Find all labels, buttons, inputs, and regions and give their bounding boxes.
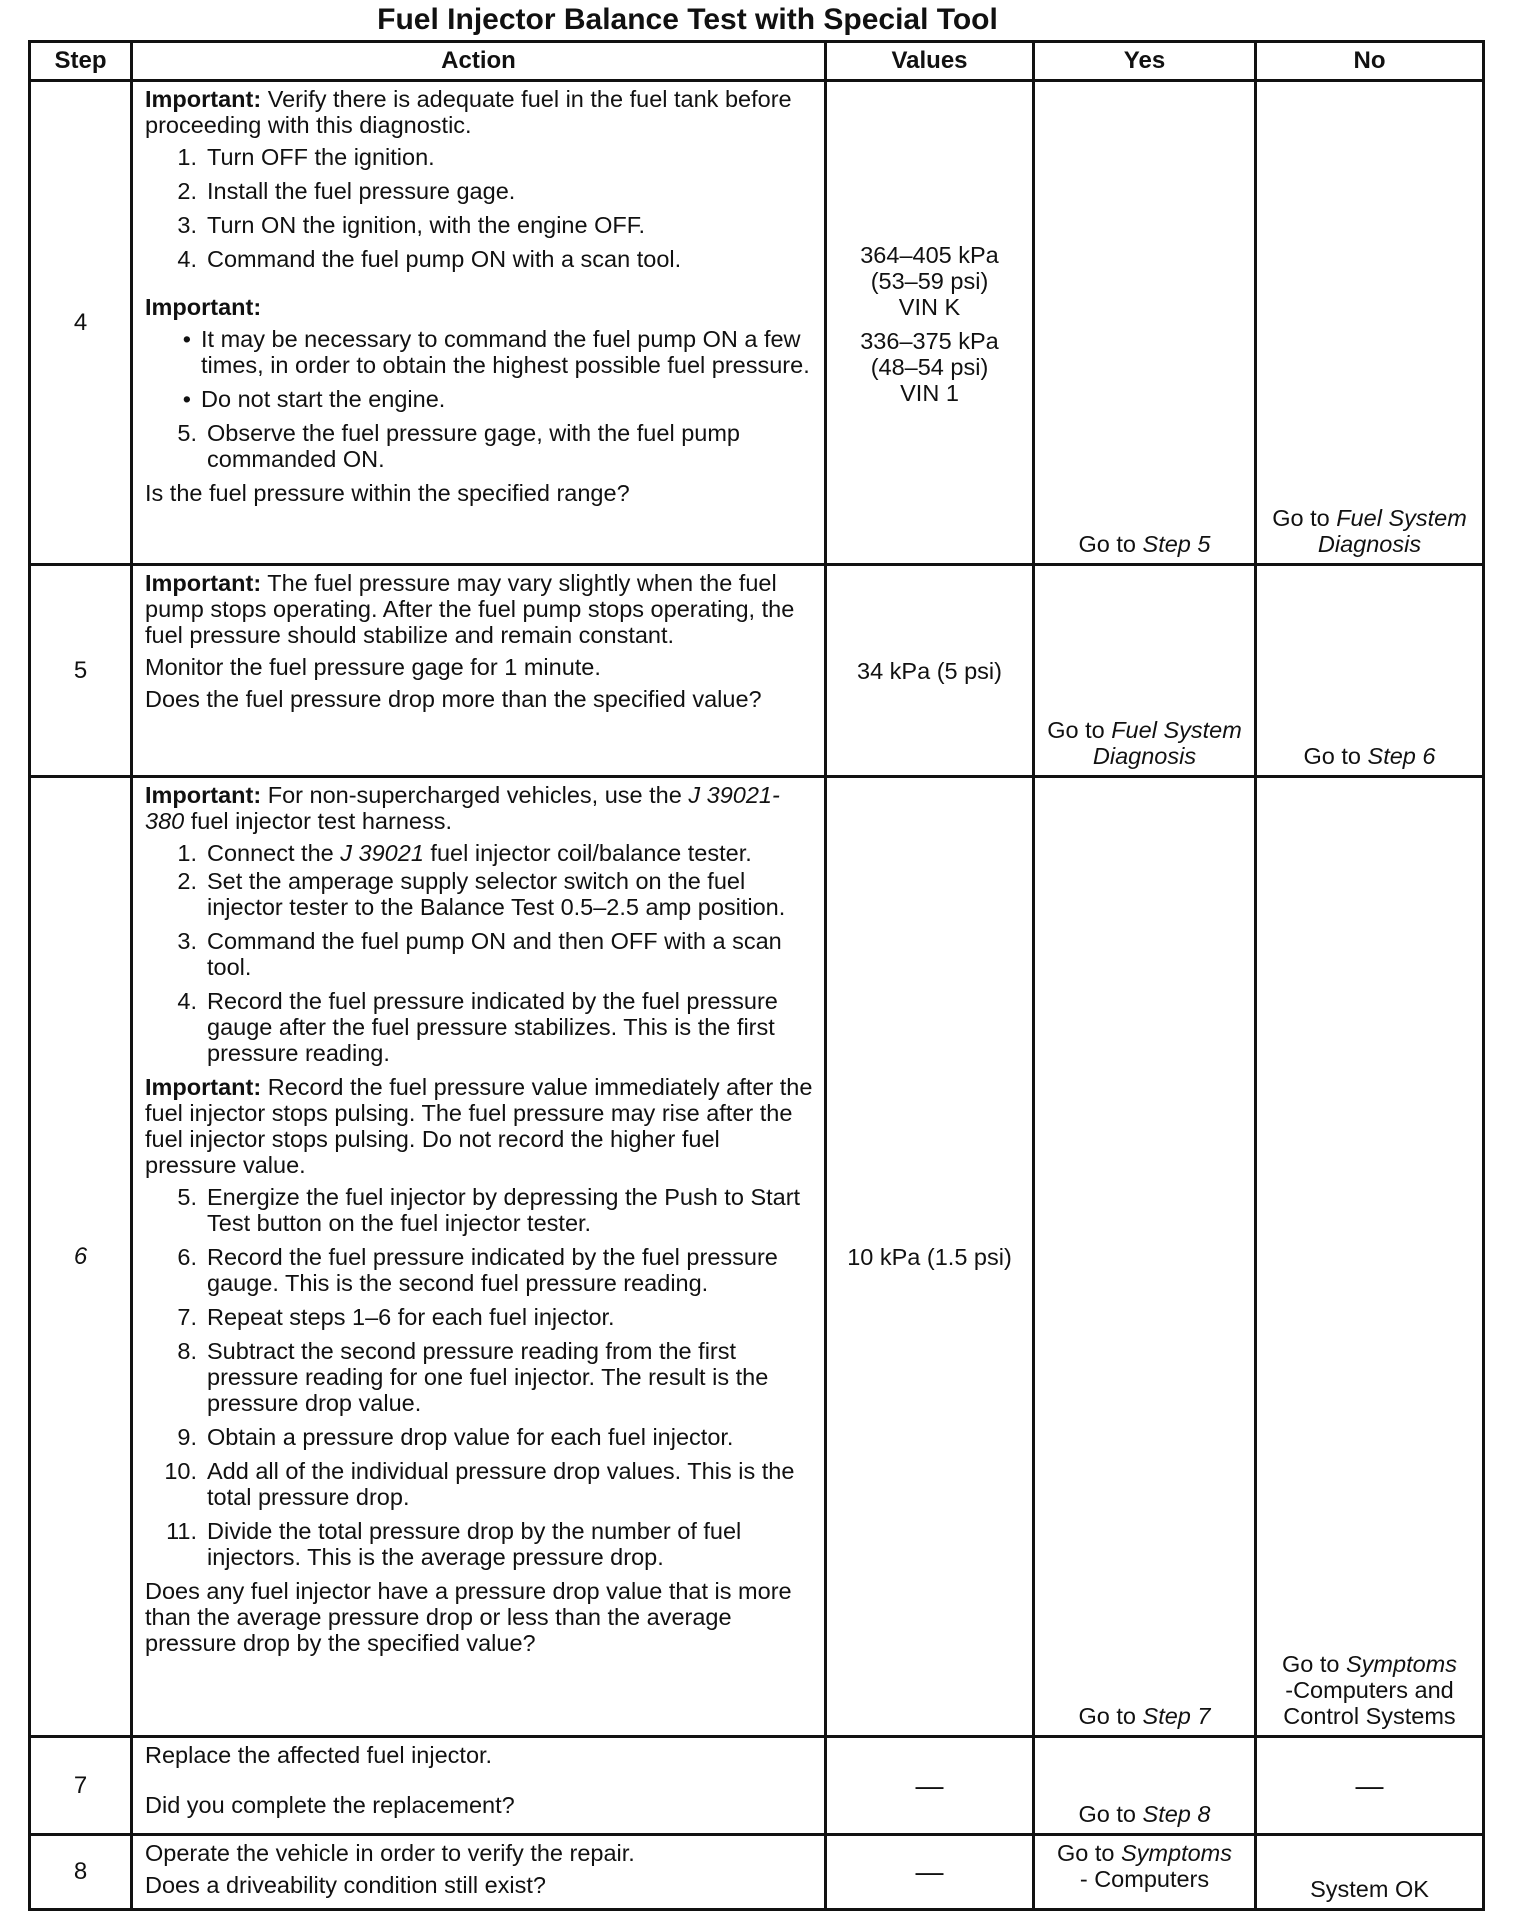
table-row	[30, 565, 1484, 777]
goto-link[interactable]: Step 5	[1142, 531, 1211, 557]
list-text: Divide the total pressure drop by the number of fuel injectors. This is the average pressure drop.	[207, 1518, 742, 1570]
action-cell	[132, 565, 826, 777]
header-values: Values	[826, 42, 1034, 81]
list-marker: 5.	[177, 1184, 197, 1210]
list-text: Repeat steps 1–6 for each fuel injector.	[207, 1304, 615, 1330]
list-item	[145, 1304, 814, 1330]
no-cell: Go to Step 6	[1256, 565, 1484, 777]
question-text: Does a driveability condition still exist?	[145, 1872, 546, 1898]
step-list	[145, 144, 814, 272]
important-note: Important: For non-supercharged vehicles, use the J 39021-380 fuel injector test harness.	[145, 782, 780, 834]
no-cell: Go to Symptoms -Computers and Control Systems	[1256, 777, 1484, 1737]
goto-link[interactable]: Step 7	[1142, 1703, 1211, 1729]
list-marker: •	[182, 326, 191, 352]
step-list	[145, 868, 814, 1066]
list-marker: 4.	[177, 246, 197, 272]
list-item	[145, 868, 814, 920]
important-note: Important: Record the fuel pressure value immediately after the fuel injector stops pulsing. The fuel pressure may rise after the fuel injector stops pulsing. Do not record the higher fuel pressure value.	[145, 1074, 813, 1178]
list-text: Subtract the second pressure reading from the first pressure reading for one fuel injector. The result is the pressure drop value.	[207, 1338, 769, 1416]
yes-cell: Go to Symptoms - Computers	[1034, 1835, 1256, 1910]
list-marker: 2.	[177, 178, 197, 204]
instruction-text: Operate the vehicle in order to verify the repair.	[145, 1840, 635, 1866]
values-cell: —	[826, 1835, 1034, 1910]
list-item	[145, 1338, 814, 1416]
list-marker: 4.	[177, 988, 197, 1014]
value-text: (48–54 psi)	[870, 354, 989, 380]
action-cell	[132, 777, 826, 1737]
list-item	[145, 178, 814, 204]
goto-link[interactable]: Step 8	[1142, 1801, 1211, 1827]
list-text: Command the fuel pump ON with a scan tool.	[207, 246, 682, 272]
step-list	[145, 420, 814, 472]
values-cell: 34 kPa (5 psi)	[826, 565, 1034, 777]
instruction-text: Replace the affected fuel injector.	[145, 1742, 493, 1768]
list-item	[145, 386, 814, 412]
yes-cell: Go to Step 8	[1034, 1737, 1256, 1835]
goto-link[interactable]: Fuel System Diagnosis	[1092, 717, 1242, 769]
list-text: Install the fuel pressure gage.	[207, 178, 516, 204]
list-item	[145, 212, 814, 238]
value-text: VIN K	[898, 294, 961, 320]
value-text: 336–375 kPa	[860, 328, 999, 354]
list-item	[145, 1424, 814, 1450]
question-text: Does any fuel injector have a pressure drop value that is more than the average pressure drop or less than the average pressure drop by the specified value?	[145, 1578, 792, 1656]
list-item	[145, 1244, 814, 1296]
list-item	[145, 1518, 814, 1570]
action-cell	[132, 81, 826, 565]
header-no: No	[1256, 42, 1484, 81]
value-text: VIN 1	[900, 380, 959, 406]
question-text: Does the fuel pressure drop more than the specified value?	[145, 686, 762, 712]
instruction-text: Monitor the fuel pressure gage for 1 minute.	[145, 654, 601, 680]
value-text: (53–59 psi)	[870, 268, 989, 294]
list-item	[145, 928, 814, 980]
goto-link[interactable]: Symptoms	[1346, 1651, 1457, 1677]
step-list	[145, 1184, 814, 1570]
important-note: Important: The fuel pressure may vary slightly when the fuel pump stops operating. After the fuel pump stops operating, the fuel pressure should stabilize and remain constant.	[145, 570, 795, 648]
list-item	[145, 1458, 814, 1510]
important-note: Important: Verify there is adequate fuel in the fuel tank before proceeding with this diagnostic.	[145, 86, 792, 138]
step-number: 4	[30, 81, 132, 565]
action-cell	[132, 1737, 826, 1835]
yes-cell: Go to Step 5	[1034, 81, 1256, 565]
goto-link[interactable]: Step 6	[1367, 743, 1436, 769]
list-marker: •	[182, 386, 191, 412]
list-text: Energize the fuel injector by depressing the Push to Start Test button on the fuel injector tester.	[207, 1184, 801, 1236]
list-item	[145, 988, 814, 1066]
list-marker: 7.	[177, 1304, 197, 1330]
list-marker: 10.	[164, 1458, 197, 1484]
list-marker: 1.	[177, 144, 197, 170]
list-text: Obtain a pressure drop value for each fuel injector.	[207, 1424, 734, 1450]
goto-link[interactable]: Fuel System Diagnosis	[1317, 505, 1467, 557]
list-item	[145, 420, 814, 472]
list-text: Do not start the engine.	[201, 386, 446, 412]
table-row	[30, 777, 1484, 1737]
table-row	[30, 1737, 1484, 1835]
list-marker: 2.	[177, 868, 197, 894]
yes-cell: Go to Step 7	[1034, 777, 1256, 1737]
step-number: 8	[30, 1835, 132, 1910]
no-cell: Go to Fuel System Diagnosis	[1256, 81, 1484, 565]
list-text: Observe the fuel pressure gage, with the fuel pump commanded ON.	[207, 420, 740, 472]
list-text: Turn ON the ignition, with the engine OFF.	[207, 212, 646, 238]
step-number: 7	[30, 1737, 132, 1835]
list-marker: 6.	[177, 1244, 197, 1270]
table-row	[30, 81, 1484, 565]
header-action: Action	[132, 42, 826, 81]
goto-link[interactable]: Symptoms	[1121, 1840, 1232, 1866]
list-marker: 8.	[177, 1338, 197, 1364]
list-text: Add all of the individual pressure drop values. This is the total pressure drop.	[207, 1458, 795, 1510]
question-text: Did you complete the replacement?	[145, 1792, 515, 1818]
step-number: 6	[30, 777, 132, 1737]
header-step: Step	[30, 42, 132, 81]
yes-cell: Go to Fuel System Diagnosis	[1034, 565, 1256, 777]
list-item	[145, 246, 814, 272]
important-label: Important:	[145, 294, 262, 320]
list-marker: 9.	[177, 1424, 197, 1450]
values-cell: 10 kPa (1.5 psi)	[826, 777, 1034, 1737]
diagnostic-table	[28, 40, 1485, 1911]
question-text: Is the fuel pressure within the specified range?	[145, 480, 630, 506]
no-cell: —	[1256, 1737, 1484, 1835]
no-cell: System OK	[1256, 1835, 1484, 1910]
step-number: 5	[30, 565, 132, 777]
list-text: Record the fuel pressure indicated by the fuel pressure gauge after the fuel pressure stabilizes. This is the first pressure reading.	[207, 988, 778, 1066]
list-marker: 3.	[177, 928, 197, 954]
list-text: Set the amperage supply selector switch on the fuel injector tester to the Balance Test 0.5–2.5 amp position.	[207, 868, 786, 920]
document-title: Fuel Injector Balance Test with Special Tool	[377, 3, 998, 36]
list-item	[145, 1184, 814, 1236]
values-cell: —	[826, 1737, 1034, 1835]
action-cell	[132, 1835, 826, 1910]
list-text: Record the fuel pressure indicated by the fuel pressure gauge. This is the second fuel pressure reading.	[207, 1244, 778, 1296]
list-marker: 11.	[166, 1518, 197, 1544]
list-item	[145, 144, 814, 170]
header-row	[30, 42, 1484, 81]
list-text: It may be necessary to command the fuel pump ON a few times, in order to obtain the highest possible fuel pressure.	[201, 326, 810, 378]
list-item: 1. Connect the J 39021 fuel injector coil/balance tester.	[177, 840, 752, 866]
list-text: Turn OFF the ignition.	[207, 144, 435, 170]
value-text: 364–405 kPa	[860, 242, 999, 268]
bullet-list	[145, 326, 814, 412]
list-item	[145, 326, 814, 378]
list-text: Command the fuel pump ON and then OFF with a scan tool.	[207, 928, 782, 980]
header-yes: Yes	[1034, 42, 1256, 81]
list-marker: 3.	[177, 212, 197, 238]
list-marker: 5.	[177, 420, 197, 446]
table-row	[30, 1835, 1484, 1910]
step-list	[145, 840, 814, 866]
values-cell	[826, 81, 1034, 565]
